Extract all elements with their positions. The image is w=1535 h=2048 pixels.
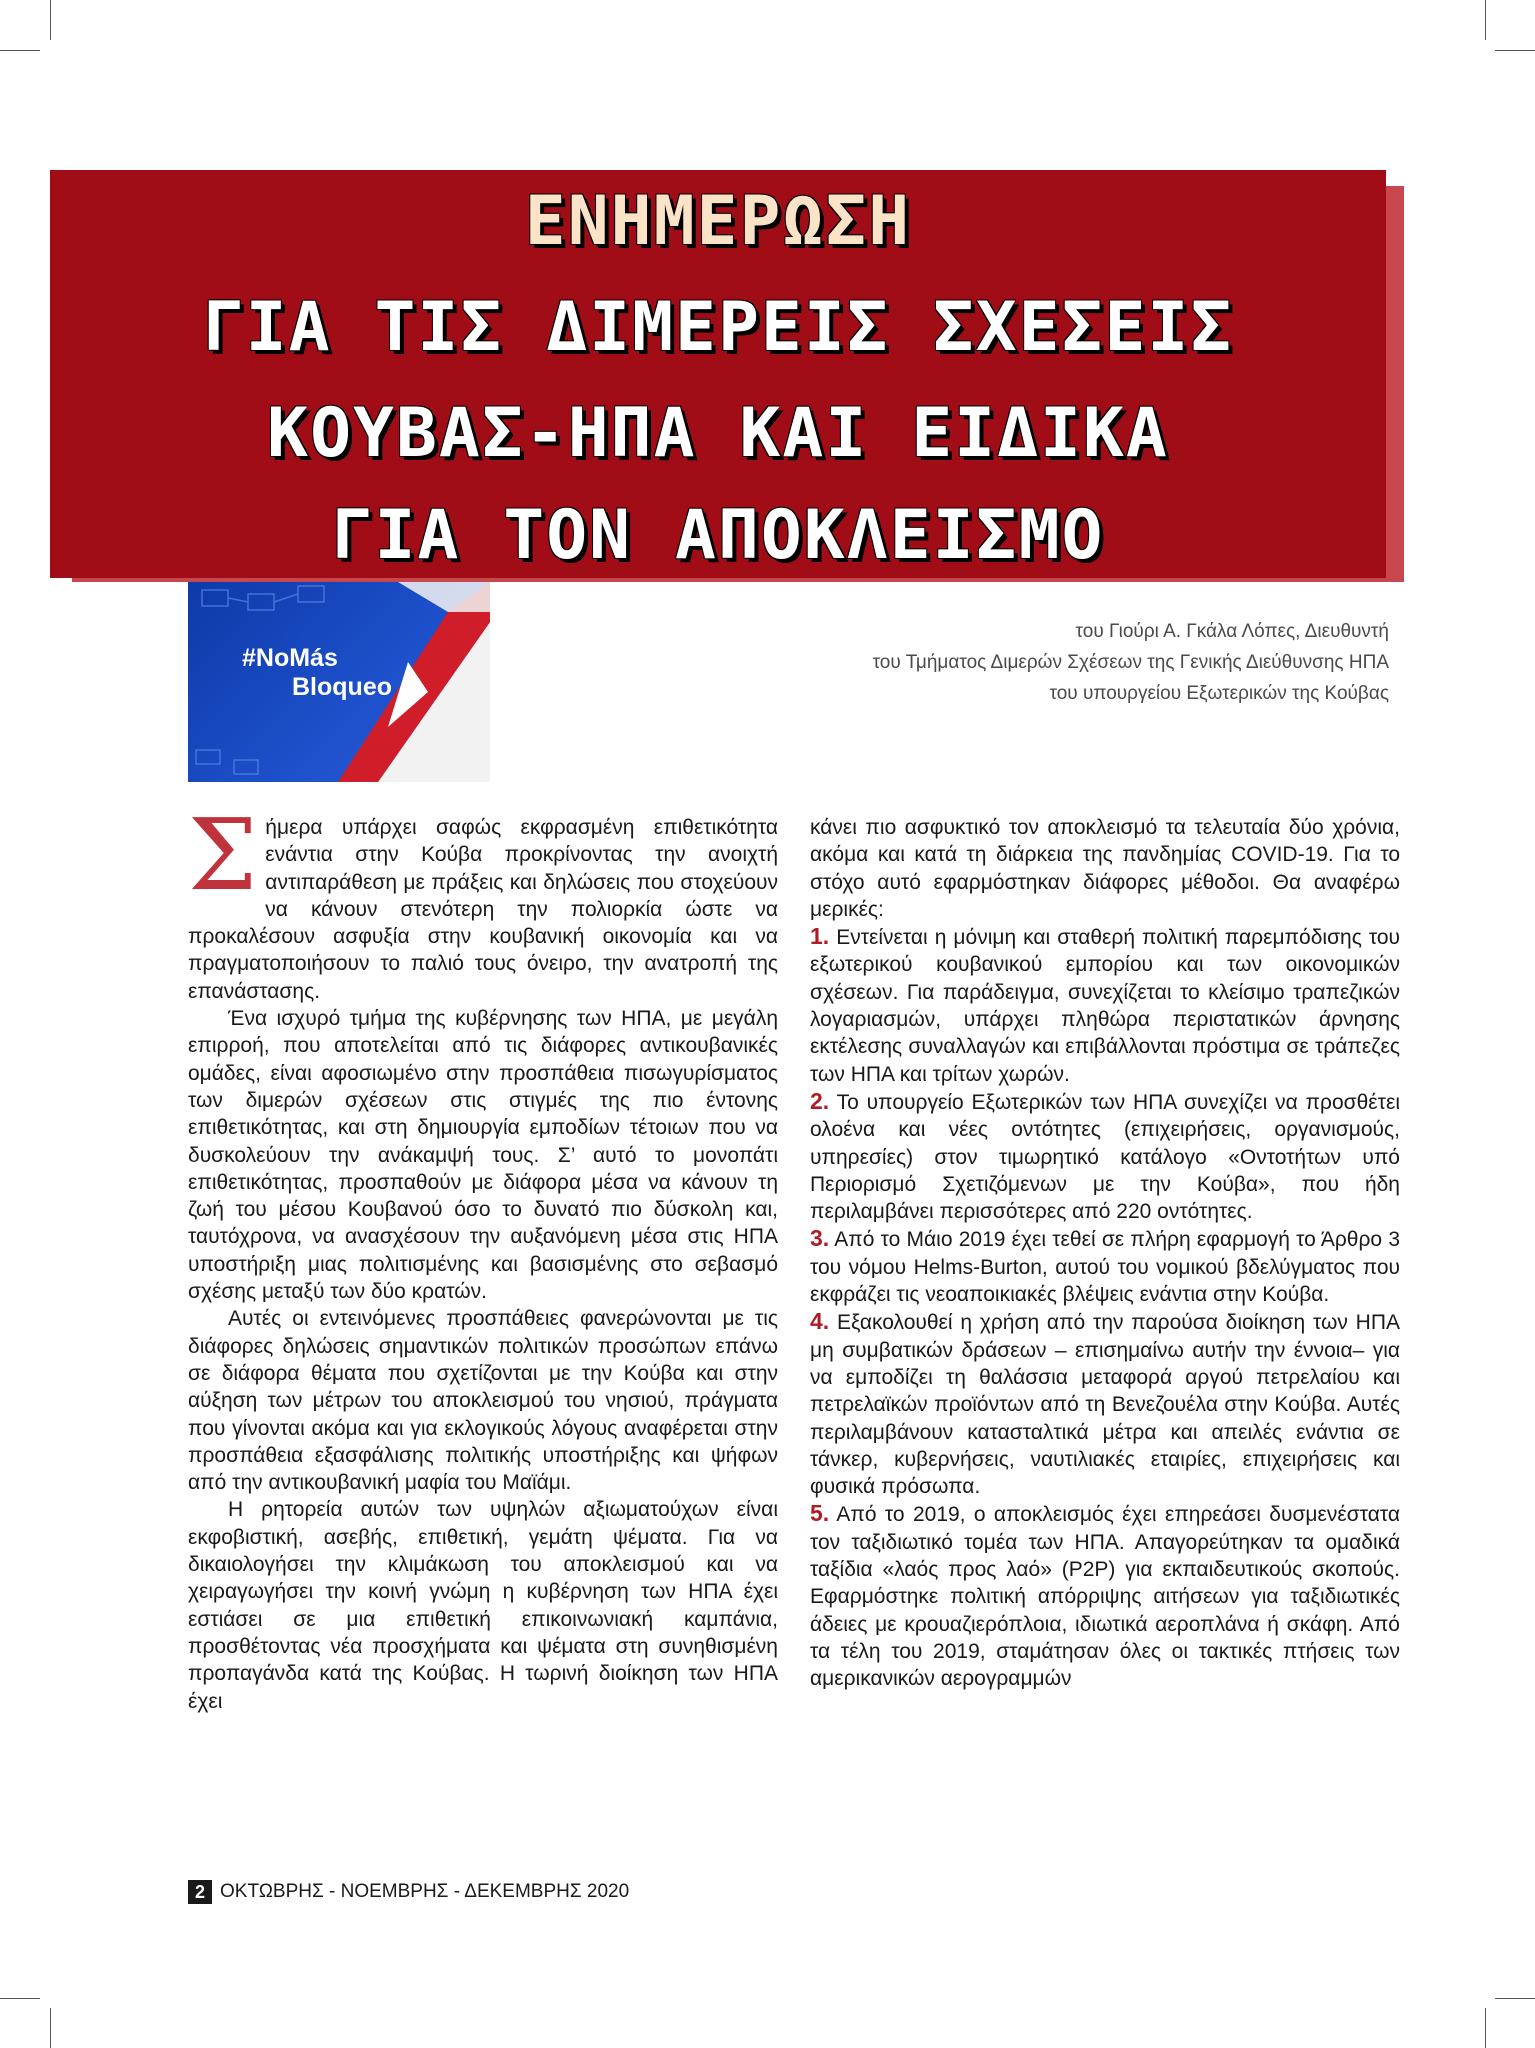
numbered-item: 3. Από το Μάιο 2019 έχει τεθεί σε πλήρη εφαρμογή το Άρθρο 3 του νόμου Helms-Burton, αυτού του νομικού βδελύγματος που εκφράζει τις νεοαποικιακές βλέψεις ενάντια στην Κούβα. <box>810 1225 1400 1307</box>
numbered-item: 2. Το υπουργείο Εξωτερικών των ΗΠΑ συνεχίζει να προσθέτει ολοένα και νέες οντότητες (επιχειρήσεις, οργανισμούς, υπηρεσίες) στον τιμωρητικό κατάλογο «Οντοτήτων υπό Περιορισμό Σχετιζόμενων με την Κούβα», που ήδη περιλαμβάνει περισσότερες από 220 οντότητες. <box>810 1087 1400 1224</box>
headline-line-4: ΓΙΑ ΤΟΝ ΑΠΟΚΛΕΙΣΜΟ <box>331 496 1105 575</box>
issue-label: ΟΚΤΩΒΡΗΣ - ΝΟΕΜΒΡΗΣ - ΔΕΚΕΜΒΡΗΣ 2020 <box>220 1881 630 1902</box>
byline-line-1: του Γιούρι Α. Γκάλα Λόπες, Διευθυντή <box>1075 621 1389 642</box>
author-byline <box>589 616 1389 709</box>
article-column-right <box>810 814 1400 1693</box>
crop-mark <box>1495 1998 1535 1999</box>
item-number: 1. <box>810 923 830 950</box>
article-paragraph: Η ρητορεία αυτών των υψηλών αξιωματούχων είναι εκφοβιστική, ασεβής, επιθετική, γεμάτη ψέματα. Για να δικαιολογήσει την κλιμάκωση του αποκλεισμού και να χειραγωγήσει την κοινή γνώμη η κυβέρνηση των ΗΠΑ έχει εστιάσει σε μια επιθετική επικοινωνιακή καμπάνια, προσθέτοντας νέα προσχήματα και ψέματα στη συνηθισμένη προπαγάνδα κατά της Κούβας. Η τωρινή διοίκηση των ΗΠΑ έχει <box>188 1498 778 1713</box>
headline-line-3: ΚΟΥΒΑΣ-ΗΠΑ ΚΑΙ ΕΙΔΙΚΑ <box>267 394 1169 473</box>
crop-mark <box>50 2008 51 2048</box>
page-number: 2 <box>188 1880 212 1904</box>
item-number: 3. <box>810 1225 830 1252</box>
hashtag-line-1: #NoMás <box>242 644 338 672</box>
crop-mark <box>1485 2008 1486 2048</box>
article-paragraph: Σήμερα υπάρχει σαφώς εκφρασμένη επιθετικότητα ενάντια στην Κούβα προκρίνοντας την ανοιχτή αντιπαράθεση με πράξεις και δηλώσεις που στοχεύουν να κάνουν στενότερη την πολιορκία ώστε να προκαλέσουν ασφυξία στην κουβανική οικονομία και να πραγματοποιήσουν το παλιό τους όνειρο, την ανατροπή της επανάστασης. <box>188 799 778 1003</box>
item-number: 2. <box>810 1087 830 1114</box>
crop-mark <box>50 0 51 40</box>
article-paragraph: Αυτές οι εντεινόμενες προσπάθειες φανερώνονται με τις διάφορες δηλώσεις σημαντικών πολιτικών προσώπων επάνω σε διάφορα θέματα που σχετίζονται με την Κούβα και στην αύξηση των μέτρων του αποκλεισμού του νησιού, πράγματα που γίνονται ακόμα και για εκλογικούς λόγους αναφέρεται στην προσπάθεια εξασφάλισης πολιτικής υποστήριξης και ψήφων από την αντικουβανική μαφία του Μαϊάμι. <box>188 1307 778 1495</box>
byline-line-3: του υπουργείου Εξωτερικών της Κούβας <box>1049 683 1389 704</box>
item-number: 4. <box>810 1308 830 1335</box>
numbered-item: 1. Εντείνεται η μόνιμη και σταθερή πολιτική παρεμπόδισης του εξωτερικού κουβανικού εμπορίου και των οικονομικών σχέσεων. Για παράδειγμα, συνεχίζεται το κλείσιμο τραπεζικών λογαριασμών, υπάρχει πληθώρα περιστατικών άρνησης εκτέλεσης συναλλαγών και επιβάλλονται πρόστιμα σε τράπεζες των ΗΠΑ και τρίτων χωρών. <box>810 923 1401 1086</box>
crop-mark <box>0 50 40 51</box>
numbered-item: 4. Εξακολουθεί η χρήση από την παρούσα διοίκηση των ΗΠΑ μη συμβατικών δράσεων – επισημαίνω αυτήν την έννοια– για να εμποδίζει τη θαλάσσια μεταφορά αργού πετρελαίου και πετρελαϊκών προϊόντων από τη Βενεζουέλα στην Κούβα. Αυτές περιλαμβάνουν κατασταλτικά μέτρα και απειλές ενάντια σε τάνκερ, κυβερνήσεις, ναυτιλιακές εταιρίες, επιχειρήσεις και φυσικά πρόσωπα. <box>810 1308 1400 1499</box>
headline-line-2: ΓΙΑ ΤΙΣ ΔΙΜΕΡΕΙΣ ΣΧΕΣΕΙΣ <box>202 288 1234 367</box>
hashtag-line-2: Bloqueo <box>292 673 392 701</box>
crop-mark <box>1495 50 1535 51</box>
page-footer <box>188 1878 629 1906</box>
crop-mark <box>0 1998 40 1999</box>
byline-line-2: του Τμήματος Διμερών Σχέσεων της Γενικής Διεύθυνσης ΗΠΑ <box>872 652 1389 673</box>
headline-line-1: ΕΝΗΜΕΡΩΣΗ <box>524 182 912 261</box>
crop-mark <box>1485 0 1486 40</box>
article-paragraph: κάνει πιο ασφυκτικό τον αποκλεισμό τα τελευταία δύο χρόνια, ακόμα και κατά τη διάρκεια της πανδημίας COVID-19. Για το στόχο αυτό εφαρμόστηκαν διάφορες μέθοδοι. Θα αναφέρω μερικές: <box>810 816 1400 921</box>
numbered-item: 5. Από το 2019, ο αποκλεισμός έχει επηρεάσει δυσμενέστατα τον ταξιδιωτικό τομέα των ΗΠΑ. Απαγορεύτηκαν τα ομαδικά ταξίδια «λαός προς λαό» (P2P) για εκπαιδευτικούς σκοπούς. Εφαρμόστηκε πολιτική απόρριψης αιτήσεων για ταξιδιωτικές άδειες με κρουαζιερόπλοια, ιδιωτικά αεροπλάνα ή σκάφη. Από τα τέλη του 2019, σταμάτησαν όλες οι τακτικές πτήσεις των αμερικανικών αερογραμμών <box>810 1500 1400 1691</box>
item-number: 5. <box>810 1500 830 1527</box>
nomas-bloqueo-photo <box>188 582 490 782</box>
article-paragraph: Ένα ισχυρό τμήμα της κυβέρνησης των ΗΠΑ, με μεγάλη επιρροή, που αποτελείται από τις διάφορες αντικουβανικές ομάδες, είναι αφοσιωμένο στην προσπάθεια πισωγυρίσματος των διμερών σχέσεων στις στιγμές της πιο έντονης επιθετικότητας, και στη δημιουργία εμποδίων τέτοιων που να δυσκολεύουν την ανάκαμψή τους. Σ’ αυτό το μονοπάτι επιθετικότητας, προσπαθούν με διάφορα μέσα να κάνουν τη ζωή του μέσου Κουβανού όσο το δυνατό πιο δύσκολη και, ταυτόχρονα, να ανασχέσουν την αυξανόμενη μέσα στις ΗΠΑ υποστήριξη μιας πολιτισμένης και βασισμένης στο σεβασμό σχέσης μεταξύ των δύο κρατών. <box>188 1007 778 1304</box>
drop-cap: Σ <box>188 799 258 913</box>
article-column-left <box>188 799 778 1715</box>
